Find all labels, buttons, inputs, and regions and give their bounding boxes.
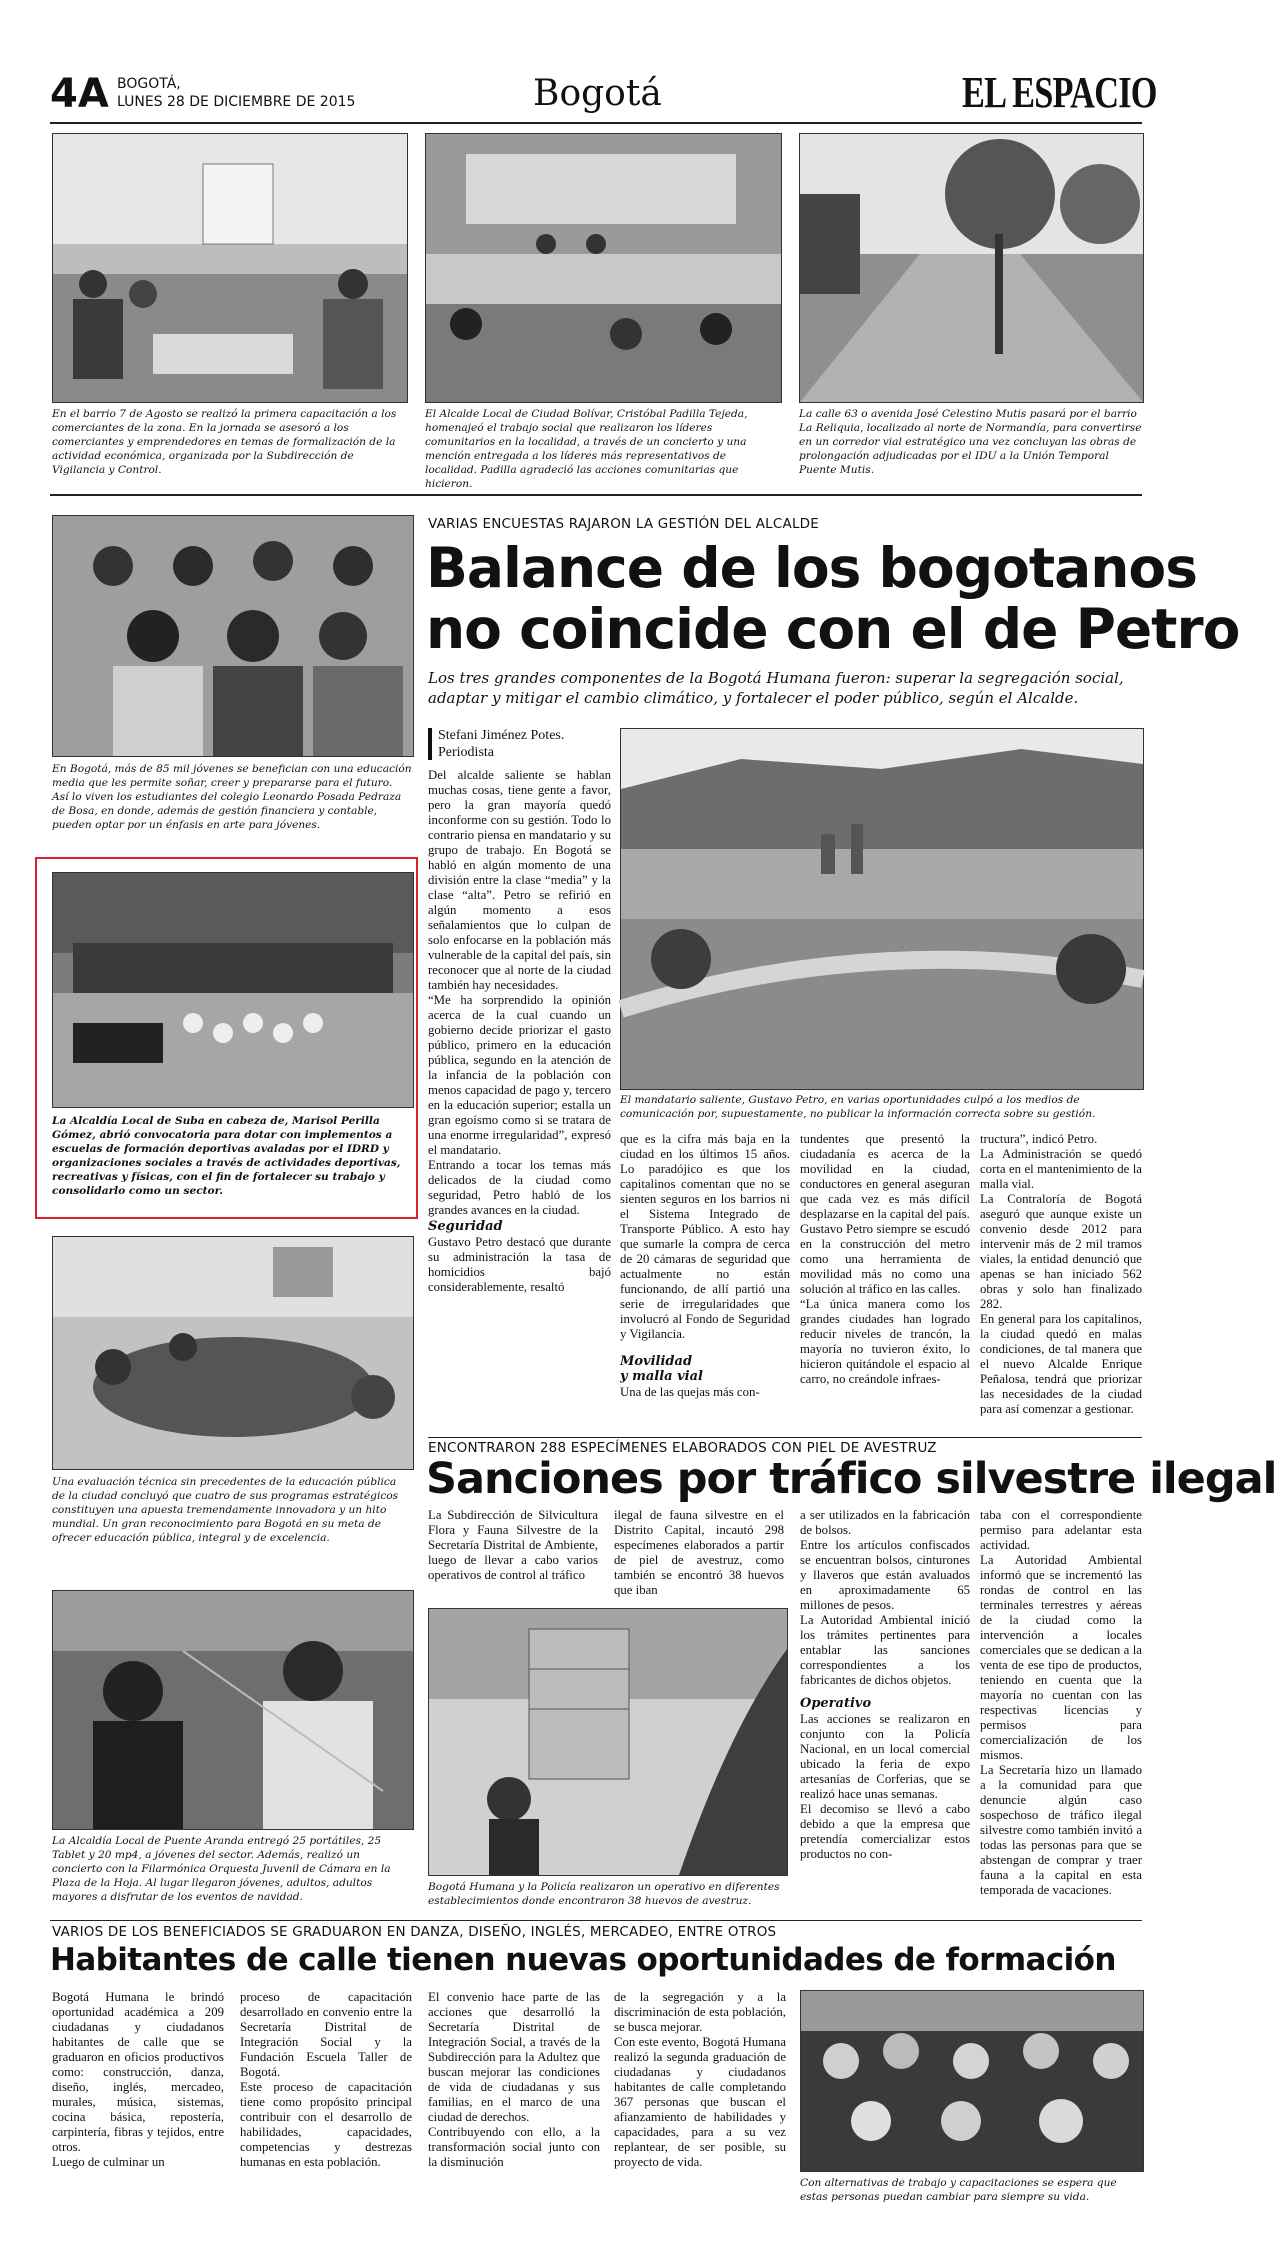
- masthead: EL ESPACIO: [962, 68, 1157, 117]
- article-paragraph: Del alcalde saliente se hablan muchas cosas, tiene gente a favor, pero la gran mayoría quedó inconforme con su gestión. Todo lo contrario piensa en mandatario y su grupo de trabajo. En Bogotá se habló en algún momento de una división entre la clase “media” y la clase “alta”. Petro se refirió en algún momento a esos señalamientos que lo culpan de solo enfocarse en la población más vulnerable de la capital del país, sin reconocer que al norte de la ciudad también hay necesidades.: [428, 768, 611, 992]
- header-rule: [50, 122, 1142, 124]
- article2-column-1: [428, 1508, 598, 1604]
- article-paragraph: de la segregación y a la discriminación de esta población, se busca mejorar.: [614, 1990, 786, 2034]
- caption-students: En Bogotá, más de 85 mil jóvenes se benefician con una educación media que les permite soñar, creer y prepararse para el futuro. Así lo viven los estudiantes del colegio Leonardo Posada Pedraza de Bosa, en donde, además de gestión financiera y contable, pueden optar por un énfasis en arte para jóvenes.: [52, 763, 412, 831]
- article3-column-3: [428, 1990, 600, 2190]
- subhead-operativo: Operativo: [800, 1696, 872, 1711]
- section-title: Bogotá: [533, 73, 662, 114]
- article-paragraph: que es la cifra más baja en la ciudad en los últimos 15 años. Lo paradójico es que los capitalinos comentan que no se sienten seguros en los barrios ni el Sistema Integrado de Transporte Público. A esto hay que sumarle la compra de cerca de 20 cámaras de seguridad que actualmente no están funcionando, de allí partió una serie de irregularidades que involucró al Fondo de Seguridad y Vigilancia.: [620, 1132, 790, 1341]
- article-paragraph: El convenio hace parte de las acciones que desarrolló la Secretaría Distrital de Integración Social, a través de la Subdirección para la Adultez que buscan mejorar las condiciones de vida de ciudadanas y sus familias, en el marco de una ciudad de derechos.: [428, 1990, 600, 2124]
- byline-role: Periodista: [438, 745, 494, 760]
- article3-headline: Habitantes de calle tienen nuevas oportunidades de formación: [50, 1942, 1116, 1978]
- caption-community-leaders: El Alcalde Local de Ciudad Bolívar, Cristóbal Padilla Tejeda, homenajeó el trabajo social que realizaron los líderes comunitarios en la localidad, a través de un concierto y una mención entregada a los líderes más representativos de localidad. Padilla agradeció las acciones comunitarias que hicieron.: [425, 408, 748, 490]
- article-paragraph: La Subdirección de Silvicultura Flora y Fauna Silvestre de la Secretaría Distrital de Ambiente, luego de llevar a cabo varios operativos de control al tráfico: [428, 1508, 598, 1582]
- article-paragraph: Bogotá Humana le brindó oportunidad académica a 209 ciudadanas y ciudadanos habitantes de calle que se graduaron en oficios productivos como: construcción, danza, diseño, inglés, mercadeo, murales, música, sistemas, cocina básica, repostería, carpintería, fibras y tejidos, entre otros.: [52, 1990, 224, 2154]
- article1-bottom-rule: [428, 1437, 1142, 1438]
- article1-headline-line2: no coincide con el de Petro: [426, 597, 1240, 661]
- caption-city-panorama: El mandatario saliente, Gustavo Petro, en varias oportunidades culpó a los medios de comunicación por, supuestamente, no publicar la información correcta sobre su gestión.: [620, 1094, 1096, 1120]
- photo-seized-products: [428, 1608, 788, 1876]
- article-paragraph: “La única manera como los grandes ciudades han logrado reducir niveles de trancón, la mayoría no tuvieron éxito, lo hicieron quitándole el espacio al carro, no creándole infraes-: [800, 1297, 970, 1386]
- page-number: 4A: [50, 71, 109, 117]
- article-paragraph: Una de las quejas más con-: [620, 1385, 760, 1399]
- photo-students: [52, 515, 414, 757]
- article-paragraph: a ser utilizados en la fabricación de bolsos.: [800, 1508, 970, 1537]
- photo-city-panorama: [620, 728, 1144, 1090]
- byline-bar: [428, 728, 432, 760]
- article-paragraph: En general para los capitalinos, la ciudad quedó en malas condiciones, de tal manera que el nuevo Alcalde Enrique Peñalosa, tendrá que priorizar las necesidades de la ciudad para así comenzar a gestionar.: [980, 1312, 1142, 1416]
- article3-column-4: [614, 1990, 786, 2190]
- article1-deck: Los tres grandes componentes de la Bogotá Humana fueron: superar la segregación social, adaptar y mitigar el cambio climático, y fortalecer el poder público, según el Alcalde.: [428, 669, 1124, 707]
- caption-seized-products: Bogotá Humana y la Policía realizaron un operativo en diferentes establecimientos donde encontraron 38 huevos de avestruz.: [428, 1881, 780, 1907]
- article2-column-2: [614, 1508, 784, 1604]
- article-paragraph: ilegal de fauna silvestre en el Distrito Capital, incautó 298 especímenes elaborados a partir de piel de avestruz, como también se encontró 38 huevos que iban: [614, 1508, 784, 1597]
- article-paragraph: Gustavo Petro siempre se escudó en la construcción del metro como una herramienta de movilidad más no como una solución al tráfico en las calles.: [800, 1222, 970, 1296]
- top-section-rule: [50, 494, 1142, 496]
- photo-education-evaluation: [52, 1236, 414, 1470]
- article3-column-2: [240, 1990, 412, 2190]
- article-paragraph: Las acciones se realizaron en conjunto con la Policía Nacional, en un local comercial ubicado la feria de expo artesanías de Corferias, que se realizó hace unas semanas.: [800, 1712, 970, 1801]
- article-paragraph: Entre los artículos confiscados se encuentran bolsos, cinturones y llaveros que están avaluados en aproximadamente 65 millones de pesos.: [800, 1538, 970, 1612]
- photo-avenue: [799, 133, 1144, 403]
- caption-avenue: La calle 63 o avenida José Celestino Mutis pasará por el barrio La Reliquia, localizado al norte de Normandía, para convertirse en un corredor vial estratégico una vez concluyan las obras de prolongación adjudicadas por el IDU a la Unión Temporal Puente Mutis.: [799, 408, 1142, 476]
- article-paragraph: La Autoridad Ambiental informó que se incrementó las rondas de control en las terminales terrestres y aéreas de la ciudad como la intervención a locales comerciales que se dedican a la venta de ese tipo de productos, teniendo en cuenta que la mayoría no cuentan con las respectivas licencias y permisos para comercialización de los mismos.: [980, 1553, 1142, 1762]
- article1-kicker: VARIAS ENCUESTAS RAJARON LA GESTIÓN DEL ALCALDE: [428, 516, 819, 532]
- caption-business-training: En el barrio 7 de Agosto se realizó la primera capacitación a los comerciantes de la zona. En la jornada se asesoró a los comerciantes y emprendedores en temas de formalización de la actividad económica, organizada por la Subdirección de Vigilancia y Control.: [52, 408, 397, 476]
- article2-bottom-rule: [50, 1920, 1142, 1921]
- article1-column-2: [620, 1132, 790, 1472]
- article1-column-3: [800, 1132, 970, 1472]
- article-paragraph: Este proceso de capacitación tiene como propósito principal contribuir con el desarrollo de habilidades, capacidades, competencias y destrezas humanas en esta población.: [240, 2080, 412, 2169]
- article-paragraph: La Autoridad Ambiental inició los trámites pertinentes para entablar las sanciones correspondientes a los fabricantes de dichos objetos.: [800, 1613, 970, 1687]
- article-paragraph: taba con el correspondiente permiso para adelantar esta actividad.: [980, 1508, 1142, 1552]
- article-paragraph: Gustavo Petro destacó que durante su administración la tasa de homicidios bajó considerablemente, resaltó: [428, 1235, 611, 1294]
- photo-graduation: [800, 1990, 1144, 2172]
- article-paragraph: “Me ha sorprendido la opinión acerca de la cual cuando un gobierno decide priorizar el gasto público, primero en la educación pública, segundo en la atención de la infancia de la población con menos capacidad de pago y, tercero en la educación superior; estalla un gran egoísmo como si se tratara de una enorme irregularidad”, expresó el mandatario.: [428, 993, 611, 1157]
- article-paragraph: Entrando a tocar los temas más delicados de la ciudad como seguridad, Petro habló de los grandes avances en la ciudad.: [428, 1158, 611, 1217]
- article2-headline: Sanciones por tráfico silvestre ilegal: [426, 1454, 1276, 1504]
- header-city: BOGOTÁ,: [117, 76, 181, 92]
- article3-kicker: VARIOS DE LOS BENEFICIADOS SE GRADUARON EN DANZA, DISEÑO, INGLÉS, MERCADEO, ENTRE OTROS: [52, 1924, 777, 1940]
- article3-column-1: [52, 1990, 224, 2190]
- article2-kicker: ENCONTRARON 288 ESPECÍMENES ELABORADOS CON PIEL DE AVESTRUZ: [428, 1440, 937, 1456]
- subhead-movilidad-1: Movilidad: [620, 1354, 693, 1369]
- caption-education-evaluation: Una evaluación técnica sin precedentes de la educación pública de la ciudad concluyó que cuatro de sus programas estratégicos constituyen una apuesta tremendamente innovadora y un hito mundial. Un gran reconocimiento para Bogotá en su meta de ofrecer educación pública, integral y de excelencia.: [52, 1476, 399, 1544]
- photo-business-training: [52, 133, 408, 403]
- article1-column-1: [428, 768, 611, 1468]
- article-paragraph: tundentes que presentó la ciudadanía es acerca de la movilidad en la ciudad, conductores en general aseguran que cada vez es más difícil desplazarse en la capital del país.: [800, 1132, 970, 1221]
- article-paragraph: Luego de culminar un: [52, 2155, 165, 2169]
- article-paragraph: tructura”, indicó Petro.: [980, 1132, 1098, 1146]
- article-paragraph: La Administración se quedó corta en el mantenimiento de la malla vial.: [980, 1147, 1142, 1191]
- photo-sports-school: [52, 872, 414, 1108]
- article-paragraph: Contribuyendo con ello, a la transformación social junto con la disminución: [428, 2125, 600, 2169]
- article-paragraph: proceso de capacitación desarrollado en convenio entre la Secretaría Distrital de Integración Social y la Fundación Escuela Taller de Bogotá.: [240, 1990, 412, 2079]
- article-paragraph: La Contraloría de Bogotá aseguró que aunque existe un convenio desde 2012 para intervenir más de 2 mil tramos viales, la entidad denunció que apenas se han iniciado 562 obras y solo han finalizado 282.: [980, 1192, 1142, 1311]
- article1-headline-line1: Balance de los bogotanos: [426, 536, 1197, 600]
- article2-column-3: [800, 1508, 970, 1918]
- article-paragraph: La Secretaría hizo un llamado a la comunidad para que denuncie algún caso sospechoso de tráfico ilegal silvestre como también invitó a todas las personas para que se abstengan de comprar y traer fauna a la capital en esta temporada de vacaciones.: [980, 1763, 1142, 1897]
- photo-community-leaders: [425, 133, 782, 403]
- subhead-movilidad-2: y malla vial: [620, 1369, 703, 1384]
- article-paragraph: El decomiso se llevó a cabo debido a que la empresa que pretendía comercializar estos productos no con-: [800, 1802, 970, 1861]
- article1-column-4: [980, 1132, 1142, 1472]
- photo-youth-orchestra: [52, 1590, 414, 1830]
- caption-graduation: Con alternativas de trabajo y capacitaciones se espera que estas personas puedan cambiar para siempre su vida.: [800, 2177, 1117, 2203]
- subhead-seguridad: Seguridad: [428, 1219, 503, 1234]
- caption-sports-school: La Alcaldía Local de Suba en cabeza de, Marisol Perilla Gómez, abrió convocatoria para dotar con implementos a escuelas de formación deportivas avaladas por el IDRD y organizaciones sociales a través de actividades deportivas, recreativas y físicas, con el fin de fortalecer su trabajo y consolidarlo como un sector.: [52, 1115, 401, 1197]
- caption-youth-orchestra: La Alcaldía Local de Puente Aranda entregó 25 portátiles, 25 Tablet y 20 mp4, a jóvenes del sector. Además, realizó un concierto con la Filarmónica Orquesta Juvenil de Cámara en la Plaza de la Hoja. Al lugar llegaron jóvenes, adultos, adultos mayores a disfrutar de los eventos de navidad.: [52, 1835, 391, 1903]
- article-paragraph: Con este evento, Bogotá Humana realizó la segunda graduación de ciudadanas y ciudadanos habitantes de calle completando 367 personas que buscan el afianzamiento de habilidades y capacidades, para a su vez replantear, de ser posible, su proyecto de vida.: [614, 2035, 786, 2169]
- header-date: LUNES 28 DE DICIEMBRE DE 2015: [117, 94, 356, 110]
- article2-column-4: [980, 1508, 1142, 1918]
- byline-name: Stefani Jiménez Potes.: [438, 728, 565, 743]
